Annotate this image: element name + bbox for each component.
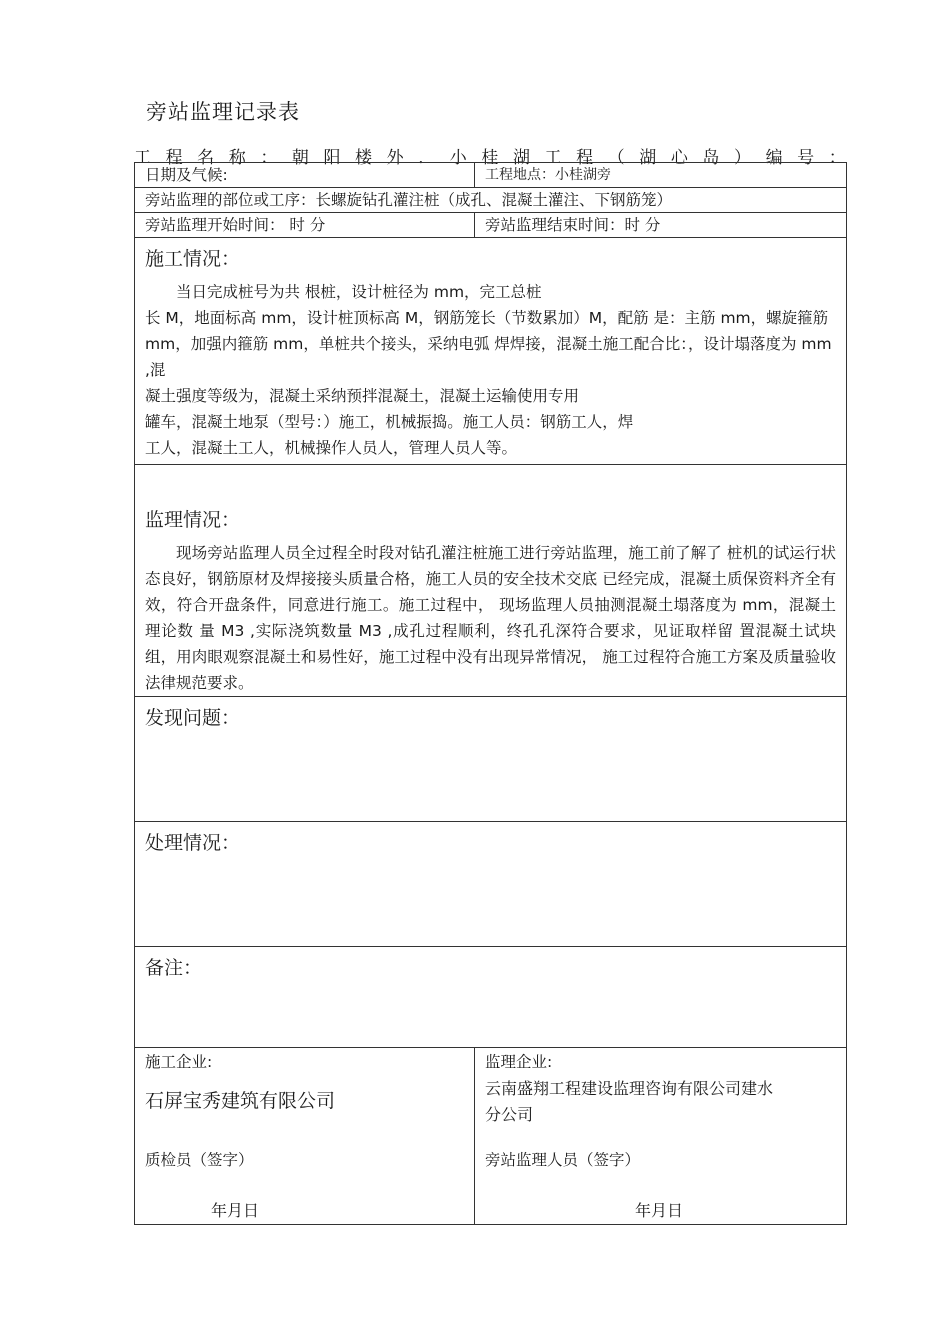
- project-char: ：: [828, 148, 846, 168]
- project-char: 湖: [639, 148, 657, 168]
- end-time-cell: 旁站监理结束时间：时 分: [475, 213, 847, 238]
- supervision-record-table: [134, 162, 847, 1225]
- supervision-company-label: 监理企业:: [485, 1053, 553, 1071]
- remarks-title: 备注：: [145, 957, 203, 979]
- construction-company-name: 石屏宝秀建筑有限公司: [145, 1090, 336, 1112]
- project-char: 号: [797, 148, 815, 168]
- supervision-company-line: 分公司: [485, 1105, 534, 1124]
- quality-inspector-signature: 质检员（签字）: [145, 1151, 254, 1169]
- document-title: 旁站监理记录表: [146, 100, 300, 124]
- construction-line: 工人，混凝土工人，机械操作人员人，管理人员人等。: [145, 439, 518, 457]
- construction-title: 施工情况：: [145, 248, 241, 270]
- construction-sign-date: 年月日: [211, 1201, 260, 1220]
- project-char: 岛: [702, 148, 720, 168]
- construction-company-sign-cell: [135, 1048, 475, 1225]
- construction-company-label: 施工企业:: [145, 1053, 213, 1071]
- supervisor-signature: 旁站监理人员（签字）: [485, 1151, 641, 1169]
- project-char: 湖: [512, 148, 530, 168]
- project-char: 工: [134, 148, 151, 168]
- start-time-cell: 旁站监理开始时间： 时 分: [135, 213, 475, 238]
- date-weather-cell: 日期及气候:: [135, 163, 475, 188]
- remarks-section: [135, 947, 847, 1048]
- supervision-text: 现场旁站监理人员全过程全时段对钻孔灌注桩施工进行旁站监理，施工前了解了 桩机的试运行状态良好，钢筋原材及焊接接头质量合格，施工人员的安全技术交底 已经完成，混凝土质保资料齐全有效，符合开盘条件，同意进行施工。施工过程中， 现场监理人员抽测混凝土塌落度为 mm，混凝土理论数 量 M3 ,实际浇筑数量 M3 ,成孔过程顺利，终孔孔深符合要求，见证取样留 置混凝土试块 组，用肉眼观察混凝土和易性好，施工过程中没有出现异常情况， 施工过程符合施工方案及质量验收法律规范要求。: [145, 544, 836, 692]
- project-char: 阳: [323, 148, 341, 168]
- construction-line: 当日完成桩号为共 根桩，设计桩径为 mm，完工总桩: [176, 283, 542, 301]
- project-char: 外: [386, 148, 404, 168]
- project-char: 心: [670, 148, 688, 168]
- project-char: 程: [576, 148, 594, 168]
- problems-section: [135, 697, 847, 822]
- project-char: （: [607, 148, 625, 168]
- construction-line: 凝土强度等级为，混凝土采纳预拌混凝土，混凝土运输使用专用: [145, 387, 580, 405]
- project-char: 称: [228, 148, 246, 168]
- project-char: 编: [765, 148, 783, 168]
- project-char: ：: [260, 148, 278, 168]
- project-char: 名: [197, 148, 215, 168]
- supervision-company-line: 云南盛翔工程建设监理咨询有限公司建水: [485, 1079, 774, 1098]
- location-cell: 工程地点：小桂湖旁: [475, 163, 847, 188]
- construction-line: 罐车，混凝土地泵（型号：）施工，机械振捣。施工人员：钢筋工人，焊: [145, 413, 634, 431]
- project-char: 楼: [355, 148, 373, 168]
- supervision-company-sign-cell: [475, 1048, 847, 1225]
- supervision-section: [135, 465, 847, 697]
- project-char: 朝: [291, 148, 309, 168]
- handling-section: [135, 822, 847, 947]
- project-char: 工: [544, 148, 562, 168]
- project-char: ）: [733, 148, 751, 168]
- construction-section: [135, 238, 847, 465]
- construction-line: 长 M，地面标高 mm，设计桩顶标高 M，钢筋笼长（节数累加）M，配筋 是：主筋 mm，螺旋箍筋 mm，加强内箍筋 mm，单桩共个接头，采纳电弧 焊焊接，混凝土施工配合比：，设计塌落度为 mm ,混: [145, 309, 832, 379]
- project-char: 桂: [481, 148, 499, 168]
- part-process-cell: 旁站监理的部位或工序：长螺旋钻孔灌注桩（成孔、混凝土灌注、下钢筋笼）: [135, 188, 847, 213]
- project-char: 小: [449, 148, 467, 168]
- handling-title: 处理情况：: [145, 832, 241, 854]
- project-char: ．: [418, 148, 436, 168]
- problems-title: 发现问题：: [145, 707, 241, 729]
- supervision-sign-date: 年月日: [635, 1201, 684, 1220]
- project-char: 程: [165, 148, 183, 168]
- supervision-company-name: [485, 1076, 836, 1128]
- supervision-title: 监理情况：: [145, 509, 241, 531]
